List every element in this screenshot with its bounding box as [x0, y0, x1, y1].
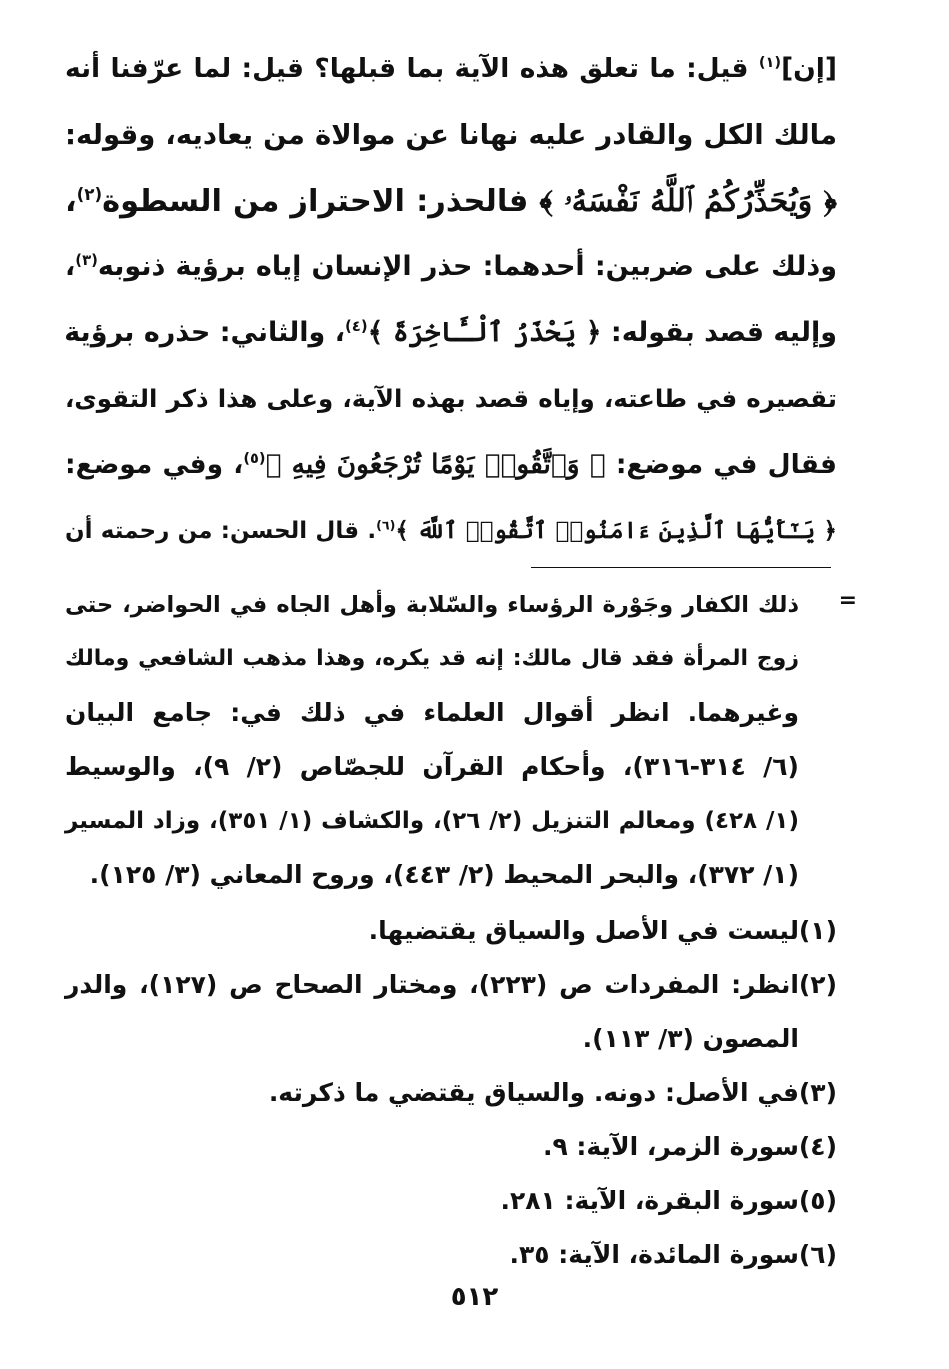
footnote-list: [65, 904, 837, 1282]
quran-verse: ﴿ وَيُحَذِّرُكُمُ ٱللَّهُ نَفْسَهُۥ ﴾: [539, 183, 837, 219]
footnote-line: (١/ ٤٢٨) ومعالم التنزيل (٢/ ٢٦)، والكشاف (١/ ٣٥١)، وزاد المسير: [65, 808, 799, 834]
footnote-line: (١/ ٣٧٢)، والبحر المحيط (٢/ ٤٤٣)، وروح المعاني (٣/ ١٢٥).: [89, 860, 799, 889]
continuation-mark: =: [838, 588, 857, 613]
footnote-number: (٣): [798, 1078, 837, 1107]
footnote-line: ذلك الكفار وجَوْرة الرؤساء والسّلابة وأهل الجاه في الحواضر، حتى: [65, 592, 799, 618]
footnote-2-cont: المصون (٣/ ١١٣).: [582, 1024, 799, 1053]
footnote-ref-2: (٢): [76, 183, 103, 204]
footnote-ref-1: (١): [758, 54, 782, 72]
footnote-number: (٢): [798, 970, 837, 999]
main-line-7: فقال في موضع: ﴿ وَٱتَّقُوا۟ يَوْمًا تُرْجَعُونَ فِيهِ ﴾$^{(٥)}$، وفي موضع:: [65, 449, 837, 480]
footnote-ref-5: (٥): [243, 450, 266, 468]
footnote-line: وغيرهما. انظر أقوال العلماء في ذلك في: جامع البيان: [65, 698, 799, 727]
footnote-1: (١)ليست في الأصل والسياق يقتضيها.: [65, 904, 837, 958]
footnote-2: (٢)انظر: المفردات ص (٢٢٣)، ومختار الصحاح ص (١٢٧)، والدر: [65, 958, 837, 1012]
footnote-number: (٦): [798, 1240, 837, 1269]
footnote-divider: [531, 567, 831, 568]
footnote-5: (٥)سورة البقرة، الآية: ٢٨١.: [65, 1174, 837, 1228]
main-line-6: تقصيره في طاعته، وإياه قصد بهذه الآية، وعلى هذا ذكر التقوى،: [65, 384, 837, 413]
footnote-3: (٣)في الأصل: دونه. والسياق يقتضي ما ذكرته.: [65, 1066, 837, 1120]
footnote-line: زوج المرأة فقد قال مالك: إنه قد يكره، وهذا مذهب الشافعي ومالك: [65, 646, 799, 671]
footnote-number: (٥): [798, 1186, 837, 1215]
footnote-ref-6: (٦): [376, 517, 396, 533]
quran-verse: ﴿ يَحْذَرُ ٱلْـَٔاخِرَةَ ﴾: [367, 317, 602, 348]
quran-verse: ﴿ وَٱتَّقُوا۟ يَوْمًا تُرْجَعُونَ فِيهِ ﴾: [265, 449, 606, 480]
footnote-number: (١): [798, 916, 837, 945]
main-line-8: ﴿ يَـٰٓأَيُّهَا ٱلَّذِينَ ءَامَنُوا۟ ٱتَّقُوا۟ ٱللَّهَ ﴾$^{(٦)}$. قال الحسن: من رحمته أن: [65, 517, 837, 544]
page-number: ٥١٢: [450, 1282, 499, 1312]
main-line-4: وذلك على ضربين: أحدهما: حذر الإنسان إياه برؤية ذنوبه$^{(٣)}$،: [65, 251, 837, 282]
main-line-2: مالك الكل والقادر عليه نهانا عن موالاة من يعاديه، وقوله:: [65, 119, 837, 151]
main-text: [65, 36, 837, 564]
main-line-1: [إن]$^{(١)}$ قيل: ما تعلق هذه الآية بما قبلها؟ قيل: لما عرّفنا أنه: [65, 53, 837, 84]
footnote-4: (٤)سورة الزمر، الآية: ٩.: [65, 1120, 837, 1174]
footnote-line: (٦/ ٣١٤-٣١٦)، وأحكام القرآن للجصّاص (٢/ ٩)، والوسيط: [65, 752, 799, 781]
main-line-5: وإليه قصد بقوله: ﴿ يَحْذَرُ ٱلْـَٔاخِرَةَ ﴾$^{(٤)}$، والثاني: حذره برؤية: [64, 317, 837, 348]
main-line-3: ﴿ وَيُحَذِّرُكُمُ ٱللَّهُ نَفْسَهُۥ ﴾ فالحذر: الاحتراز من السطوة$^{(٢)}$،: [65, 183, 837, 219]
footnote-ref-3: (٣): [75, 251, 98, 269]
footnote-continuation: [65, 578, 837, 902]
footnote-number: (٤): [798, 1132, 837, 1161]
footnote-6: (٦)سورة المائدة، الآية: ٣٥.: [65, 1228, 837, 1282]
quran-verse: ﴿ يَـٰٓأَيُّهَا ٱلَّذِينَ ءَامَنُوا۟ ٱتَّقُوا۟ ٱللَّهَ ﴾: [395, 517, 837, 544]
footnote-ref-4: (٤): [345, 317, 368, 335]
